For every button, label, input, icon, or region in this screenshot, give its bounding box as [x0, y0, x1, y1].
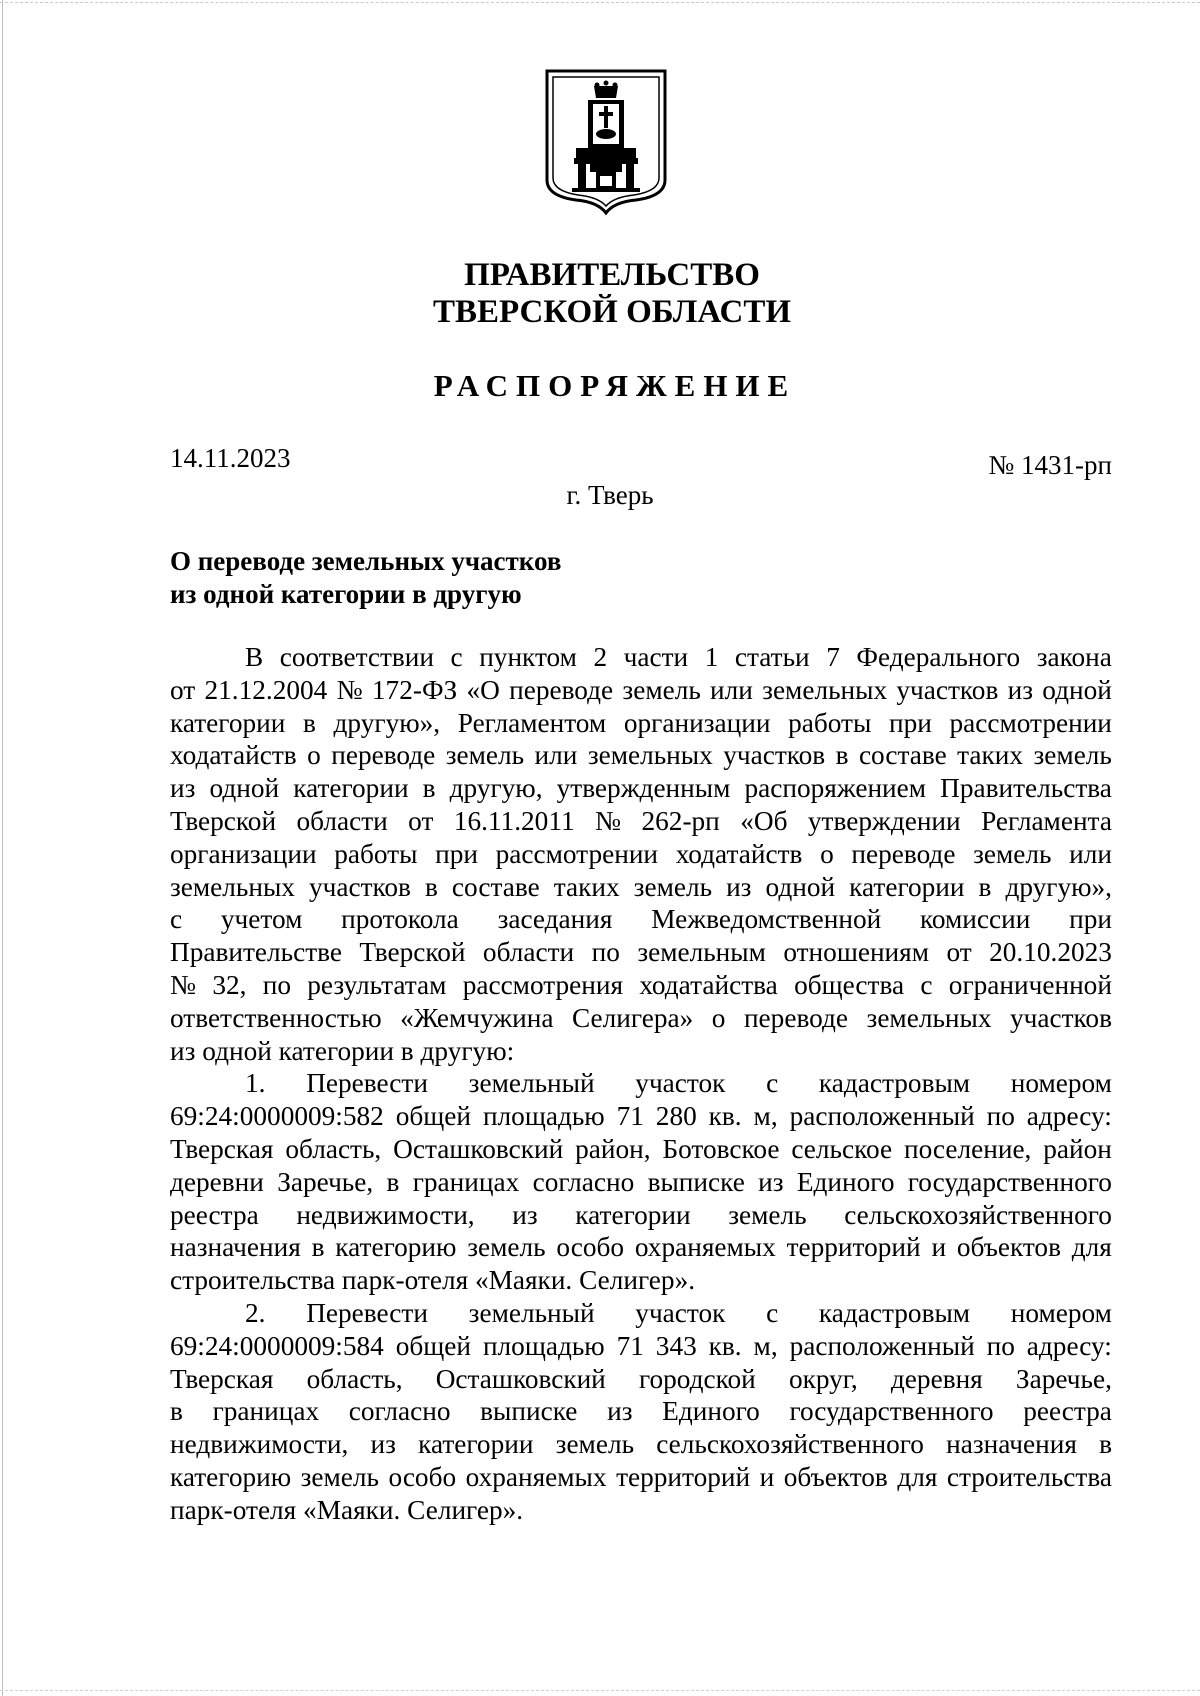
- word: составе: [451, 871, 540, 902]
- word: согласно: [532, 1166, 635, 1197]
- word: о: [307, 740, 321, 771]
- word: при: [435, 838, 478, 869]
- word: о: [820, 838, 834, 869]
- text-line: [170, 871, 1112, 904]
- word: одной: [1042, 674, 1112, 705]
- word: в: [835, 740, 849, 771]
- word: общей: [395, 1101, 472, 1132]
- word: Регламентом: [457, 707, 607, 738]
- document-number: № 1431-рп: [988, 450, 1112, 480]
- word: в: [170, 1396, 183, 1427]
- word: из: [1007, 674, 1034, 705]
- word: учетом: [220, 904, 303, 935]
- word: категории: [293, 773, 409, 804]
- word: площадью: [482, 1101, 605, 1132]
- word: утверждении: [807, 805, 961, 836]
- word: ограниченной: [948, 969, 1112, 1000]
- word: участков: [309, 871, 411, 902]
- document-type: РАСПОРЯЖЕНИЕ: [433, 368, 797, 403]
- word: адресу:: [1026, 1330, 1112, 1361]
- word: объектов: [956, 1232, 1061, 1263]
- word: Тверской: [170, 805, 277, 836]
- word: работы: [334, 838, 418, 869]
- word: земель: [467, 1232, 546, 1263]
- word: с: [170, 904, 183, 935]
- scan-edge-top: [0, 2, 1200, 3]
- subject-line: О переводе земельных участков: [170, 546, 562, 576]
- word: в: [978, 871, 992, 902]
- organization-name-line1: ПРАВИТЕЛЬСТВО: [464, 257, 760, 293]
- word: область,: [285, 1133, 382, 1164]
- text-line: [170, 903, 1112, 936]
- word: земель: [300, 1461, 379, 1492]
- word: деревня: [890, 1363, 983, 1394]
- word: земельных: [587, 740, 713, 771]
- word: государственного: [789, 1396, 994, 1427]
- word: «О: [466, 674, 500, 705]
- text-line: парк-отеля «Маяки. Селигер».: [170, 1494, 524, 1525]
- word: земельных: [762, 674, 888, 705]
- text-line: [170, 707, 1112, 740]
- word: ходатайств: [675, 838, 803, 869]
- organization-name-line2: ТВЕРСКОЙ ОБЛАСТИ: [432, 294, 792, 330]
- word: от: [408, 805, 434, 836]
- word: 280: [655, 1101, 697, 1132]
- text-line: [170, 1231, 1112, 1264]
- text-line: [170, 969, 1112, 1002]
- word: 32,: [212, 969, 247, 1000]
- text-line: [170, 1002, 1112, 1035]
- word: №: [170, 969, 197, 1000]
- text-line: [170, 1100, 1112, 1133]
- word: и: [931, 1232, 947, 1263]
- word: Тверская: [170, 1363, 274, 1394]
- word: для: [897, 1461, 938, 1492]
- word: расположенный: [789, 1101, 975, 1132]
- word: Заречье,: [1015, 1363, 1112, 1394]
- word: Правительстве: [170, 937, 342, 968]
- word: по: [591, 937, 620, 968]
- word: с: [920, 969, 933, 1000]
- word: области: [482, 937, 575, 968]
- word: территорий: [616, 1461, 751, 1492]
- word: охраняемых: [634, 1232, 776, 1263]
- word: В: [245, 642, 264, 672]
- word: от: [170, 674, 196, 705]
- document-body: [170, 641, 1112, 1527]
- word: городской: [638, 1363, 756, 1394]
- word: кв.: [708, 1330, 742, 1361]
- word: закона: [1036, 642, 1112, 672]
- text-line: [170, 1363, 1112, 1396]
- word: статьи: [734, 642, 810, 672]
- word: 69:24:0000009:582: [170, 1101, 384, 1132]
- word: с: [766, 1068, 779, 1099]
- word: 1.: [245, 1068, 266, 1099]
- word: по: [986, 1101, 1015, 1132]
- word: Регламента: [981, 805, 1112, 836]
- word: район,: [575, 1133, 651, 1164]
- word: из: [512, 1199, 538, 1230]
- word: сельскохозяйственного: [656, 1429, 924, 1460]
- word: из: [758, 1166, 784, 1197]
- word: в: [386, 1166, 400, 1197]
- word: поселение,: [903, 1133, 1032, 1164]
- word: в: [1099, 1429, 1112, 1460]
- word: ходатайства: [639, 969, 778, 1000]
- word: из: [607, 1396, 633, 1427]
- word: сельское: [791, 1133, 893, 1164]
- word: расположенный: [789, 1330, 975, 1361]
- text-line: [170, 1166, 1112, 1199]
- subject-line: из одной категории в другую: [170, 579, 522, 609]
- word: особо: [388, 1461, 457, 1492]
- word: 21.12.2004: [204, 674, 328, 705]
- text-line: [170, 838, 1112, 871]
- word: деревни: [170, 1166, 264, 1197]
- word: из: [170, 773, 196, 804]
- word: распоряжением: [744, 773, 927, 804]
- word: 262-рп: [641, 805, 720, 836]
- word: категории: [170, 707, 286, 738]
- word: объектов: [783, 1461, 888, 1492]
- word: земельный: [468, 1068, 595, 1099]
- text-line: [170, 1395, 1112, 1428]
- word: реестра: [170, 1199, 259, 1230]
- word: 2.: [245, 1297, 266, 1328]
- word: в: [311, 1232, 325, 1263]
- word: «Жемчужина: [400, 1002, 554, 1033]
- word: заседания: [497, 904, 613, 935]
- word: или: [534, 740, 578, 771]
- word: границах: [212, 1396, 320, 1427]
- text-line: [170, 805, 1112, 838]
- word: земель: [555, 1429, 635, 1460]
- word: ходатайств: [170, 740, 297, 771]
- text-line: [170, 1067, 1112, 1100]
- word: кадастровым: [818, 1068, 971, 1099]
- word: пунктом: [479, 642, 577, 672]
- text-line: [170, 739, 1112, 772]
- word: категории: [418, 1429, 534, 1460]
- word: земель: [622, 674, 701, 705]
- word: земельный: [468, 1297, 595, 1328]
- word: 16.11.2011: [453, 805, 575, 836]
- text-line: строительства парк-отеля «Маяки. Селигер».: [170, 1265, 696, 1296]
- word: 71: [616, 1330, 644, 1361]
- word: работы: [788, 707, 872, 738]
- word: составе: [858, 740, 947, 771]
- word: Межведомственной: [651, 904, 882, 935]
- word: переводе: [331, 740, 436, 771]
- word: Ботовское: [662, 1133, 780, 1164]
- word: или: [710, 674, 753, 705]
- word: земельных: [866, 1002, 992, 1033]
- word: рассмотрения: [462, 969, 624, 1000]
- word: категорию: [335, 1232, 457, 1263]
- word: категории: [575, 1199, 691, 1230]
- word: земельных: [170, 871, 295, 902]
- word: о: [711, 1002, 726, 1033]
- word: общества: [794, 969, 905, 1000]
- word: Единого: [662, 1396, 760, 1427]
- word: выписке: [647, 1166, 745, 1197]
- word: из: [370, 1429, 396, 1460]
- word: кв.: [708, 1101, 742, 1132]
- word: сельскохозяйственного: [844, 1199, 1112, 1230]
- word: рассмотрении: [949, 707, 1112, 738]
- word: участков: [1010, 1002, 1112, 1033]
- word: участок: [635, 1297, 726, 1328]
- word: или: [1069, 838, 1112, 869]
- word: номером: [1010, 1297, 1112, 1328]
- word: общей: [395, 1330, 472, 1361]
- word: район: [1043, 1133, 1112, 1164]
- word: особо: [556, 1232, 625, 1263]
- word: 343: [655, 1330, 697, 1361]
- word: утвержденным: [556, 773, 731, 804]
- word: при: [888, 707, 932, 738]
- word: область,: [306, 1363, 403, 1394]
- word: Тверская: [170, 1133, 274, 1164]
- word: земельным: [637, 937, 766, 968]
- word: Перевести: [306, 1297, 428, 1328]
- word: в: [424, 871, 438, 902]
- word: Осташковский: [435, 1363, 606, 1394]
- text-line: [170, 1330, 1112, 1363]
- text-line: [170, 1297, 1112, 1330]
- word: округ,: [788, 1363, 858, 1394]
- word: земель: [973, 838, 1052, 869]
- word: переводе: [851, 838, 956, 869]
- word: комиссии: [920, 904, 1031, 935]
- word: земель: [728, 1199, 807, 1230]
- word: границах: [412, 1166, 520, 1197]
- word: в: [303, 707, 316, 738]
- word: 71: [616, 1101, 644, 1132]
- word: переводе: [509, 674, 614, 705]
- scan-edge-bottom: [0, 1690, 1200, 1691]
- word: назначения: [170, 1232, 301, 1263]
- word: Селигера»: [572, 1002, 694, 1033]
- word: Осташковский: [393, 1133, 564, 1164]
- word: при: [1069, 904, 1112, 935]
- word: части: [623, 642, 689, 672]
- text-line: [170, 1428, 1112, 1461]
- word: с: [450, 642, 463, 672]
- text-line: [170, 936, 1112, 969]
- word: таких: [553, 871, 620, 902]
- document-city: г. Тверь: [566, 480, 654, 510]
- document-date: 14.11.2023: [170, 443, 291, 473]
- word: отношениям: [783, 937, 929, 968]
- word: м,: [753, 1101, 778, 1132]
- word: участков: [723, 740, 826, 771]
- word: адресу:: [1026, 1101, 1112, 1132]
- text-line: из одной категории в другую:: [170, 1035, 515, 1066]
- word: по: [986, 1330, 1015, 1361]
- word: назначения: [946, 1429, 1077, 1460]
- word: другую,: [449, 773, 543, 804]
- text-line: [170, 1133, 1112, 1166]
- word: строительства: [946, 1461, 1112, 1492]
- word: выписке: [480, 1396, 578, 1427]
- document-subject: [170, 545, 561, 611]
- word: Перевести: [306, 1068, 428, 1099]
- word: 1: [704, 642, 719, 672]
- word: Заречье,: [277, 1166, 374, 1197]
- word: категории: [849, 871, 965, 902]
- tver-coat-of-arms-icon: [544, 68, 668, 216]
- word: Тверской: [359, 937, 466, 968]
- text-line: [170, 1461, 1112, 1494]
- word: для: [1071, 1232, 1112, 1263]
- word: соответствии: [279, 642, 434, 672]
- word: м,: [753, 1330, 778, 1361]
- word: протокола: [341, 904, 459, 935]
- word: «Об: [740, 805, 788, 836]
- word: по: [262, 969, 291, 1000]
- word: от: [946, 937, 972, 968]
- text-line: [170, 1199, 1112, 1232]
- word: реестра: [1023, 1396, 1112, 1427]
- word: рассмотрении: [495, 838, 659, 869]
- word: в: [422, 773, 436, 804]
- word: переводе: [743, 1002, 849, 1033]
- word: согласно: [348, 1396, 451, 1427]
- word: результатам: [307, 969, 447, 1000]
- word: категорию: [170, 1461, 292, 1492]
- word: 7: [826, 642, 840, 672]
- word: 20.10.2023: [989, 937, 1112, 968]
- word: Федерального: [856, 642, 1021, 672]
- word: другую»,: [333, 707, 441, 738]
- word: с: [766, 1297, 779, 1328]
- scan-edge-left: [2, 0, 3, 1696]
- word: земель: [1033, 740, 1112, 771]
- word: площадью: [482, 1330, 605, 1361]
- word: участков: [896, 674, 999, 705]
- word: области: [296, 805, 388, 836]
- word: территорий: [786, 1232, 921, 1263]
- word: одной: [765, 871, 836, 902]
- word: недвижимости,: [296, 1199, 475, 1230]
- word: номером: [1010, 1068, 1112, 1099]
- word: земель: [445, 740, 525, 771]
- text-line: [170, 674, 1112, 707]
- word: организации: [623, 707, 771, 738]
- word: кадастровым: [818, 1297, 971, 1328]
- word: одной: [209, 773, 280, 804]
- word: Единого: [796, 1166, 895, 1197]
- word: недвижимости,: [170, 1429, 349, 1460]
- word: №: [336, 674, 363, 705]
- word: и: [759, 1461, 775, 1492]
- word: другую»,: [1005, 871, 1112, 902]
- word: земель: [633, 871, 713, 902]
- word: №: [595, 805, 622, 836]
- word: участок: [635, 1068, 726, 1099]
- text-line: [170, 641, 1112, 674]
- word: организации: [170, 838, 317, 869]
- word: государственного: [907, 1166, 1112, 1197]
- word: Правительства: [940, 773, 1112, 804]
- word: 2: [593, 642, 608, 672]
- text-line: [170, 772, 1112, 805]
- word: ответственностью: [170, 1002, 382, 1033]
- word: из: [726, 871, 752, 902]
- word: 172-ФЗ: [371, 674, 458, 705]
- word: охраняемых: [465, 1461, 607, 1492]
- word: 69:24:0000009:584: [170, 1330, 384, 1361]
- word: таких: [957, 740, 1024, 771]
